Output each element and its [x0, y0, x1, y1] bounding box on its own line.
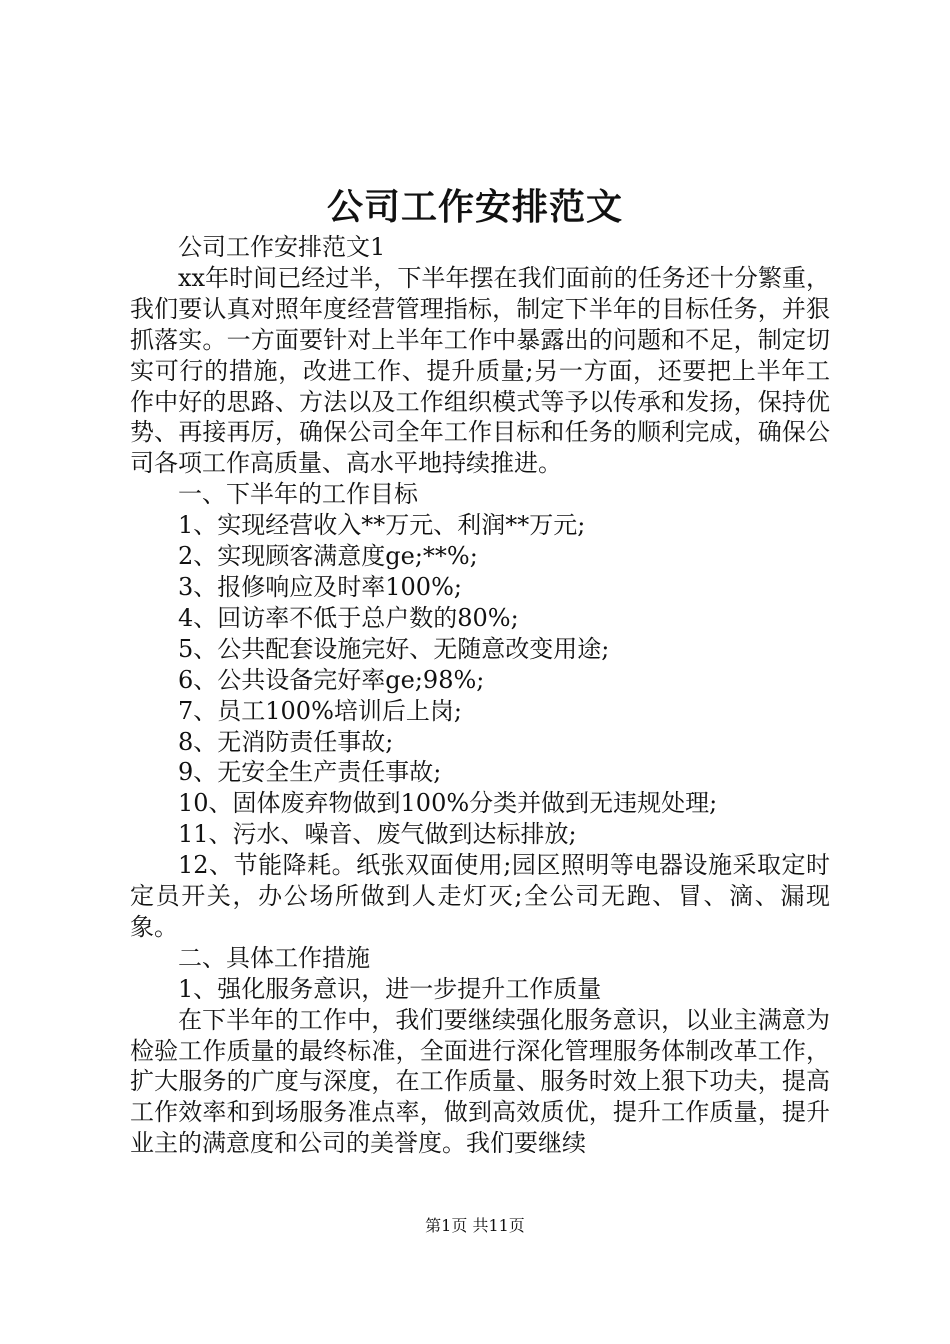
page-footer: 第1页 共11页: [425, 1216, 525, 1235]
goal-item: 4、回访率不低于总户数的80%;: [178, 603, 519, 632]
subsection-heading: 1、强化服务意识，进一步提升工作质量: [178, 974, 602, 1003]
goal-item: 5、公共配套设施完好、无随意改变用途;: [178, 634, 610, 663]
section-heading: 一、下半年的工作目标: [178, 480, 418, 509]
goal-item: 7、员工100%培训后上岗;: [178, 696, 462, 725]
paragraph-intro: xx年时间已经过半，下半年摆在我们面前的任务还十分繁重，我们要认真对照年度经营管理指标，制定下半年的目标任务，并狠抓落实。一方面要针对上半年工作中暴露出的问题和不足，制定切实可行的措施，改进工作、提升质量;另一方面，还要把上半年工作中好的思路、方法以及工作组织模式等予以传承和发扬，保持优势、再接再厉，确保公司全年工作目标和任务的顺利完成，确保公司各项工作高质量、高水平地持续推进。: [130, 263, 830, 478]
document-body: [130, 232, 830, 1159]
goal-item: 1、实现经营收入**万元、利润**万元;: [178, 511, 586, 540]
goal-item: 11、污水、噪音、废气做到达标排放;: [178, 820, 577, 849]
goal-item: 12、节能降耗。纸张双面使用;园区照明等电器设施采取定时定员开关，办公场所做到人走灯灭;全公司无跑、冒、滴、漏现象。: [130, 851, 830, 941]
section-heading: 二、具体工作措施: [178, 943, 370, 972]
goal-item: 3、报修响应及时率100%;: [178, 572, 462, 601]
goal-item: 6、公共设备完好率ge;98%;: [178, 665, 485, 694]
document-title: 公司工作安排范文: [326, 186, 623, 228]
goal-item: 8、无消防责任事故;: [178, 727, 394, 756]
goal-item: 2、实现顾客满意度ge;**%;: [178, 542, 478, 571]
goal-item: 9、无安全生产责任事故;: [178, 758, 442, 787]
paragraph-body: 在下半年的工作中，我们要继续强化服务意识，以业主满意为检验工作质量的最终标准，全面进行深化管理服务体制改革工作，扩大服务的广度与深度，在工作质量、服务时效上狠下功夫，提高工作效率和到场服务准点率，做到高效质优，提升工作质量，提升业主的满意度和公司的美誉度。我们要继续: [130, 1005, 830, 1158]
goal-item: 10、固体废弃物做到100%分类并做到无违规处理;: [178, 789, 718, 818]
paragraph-subtitle: 公司工作安排范文1: [178, 233, 386, 261]
